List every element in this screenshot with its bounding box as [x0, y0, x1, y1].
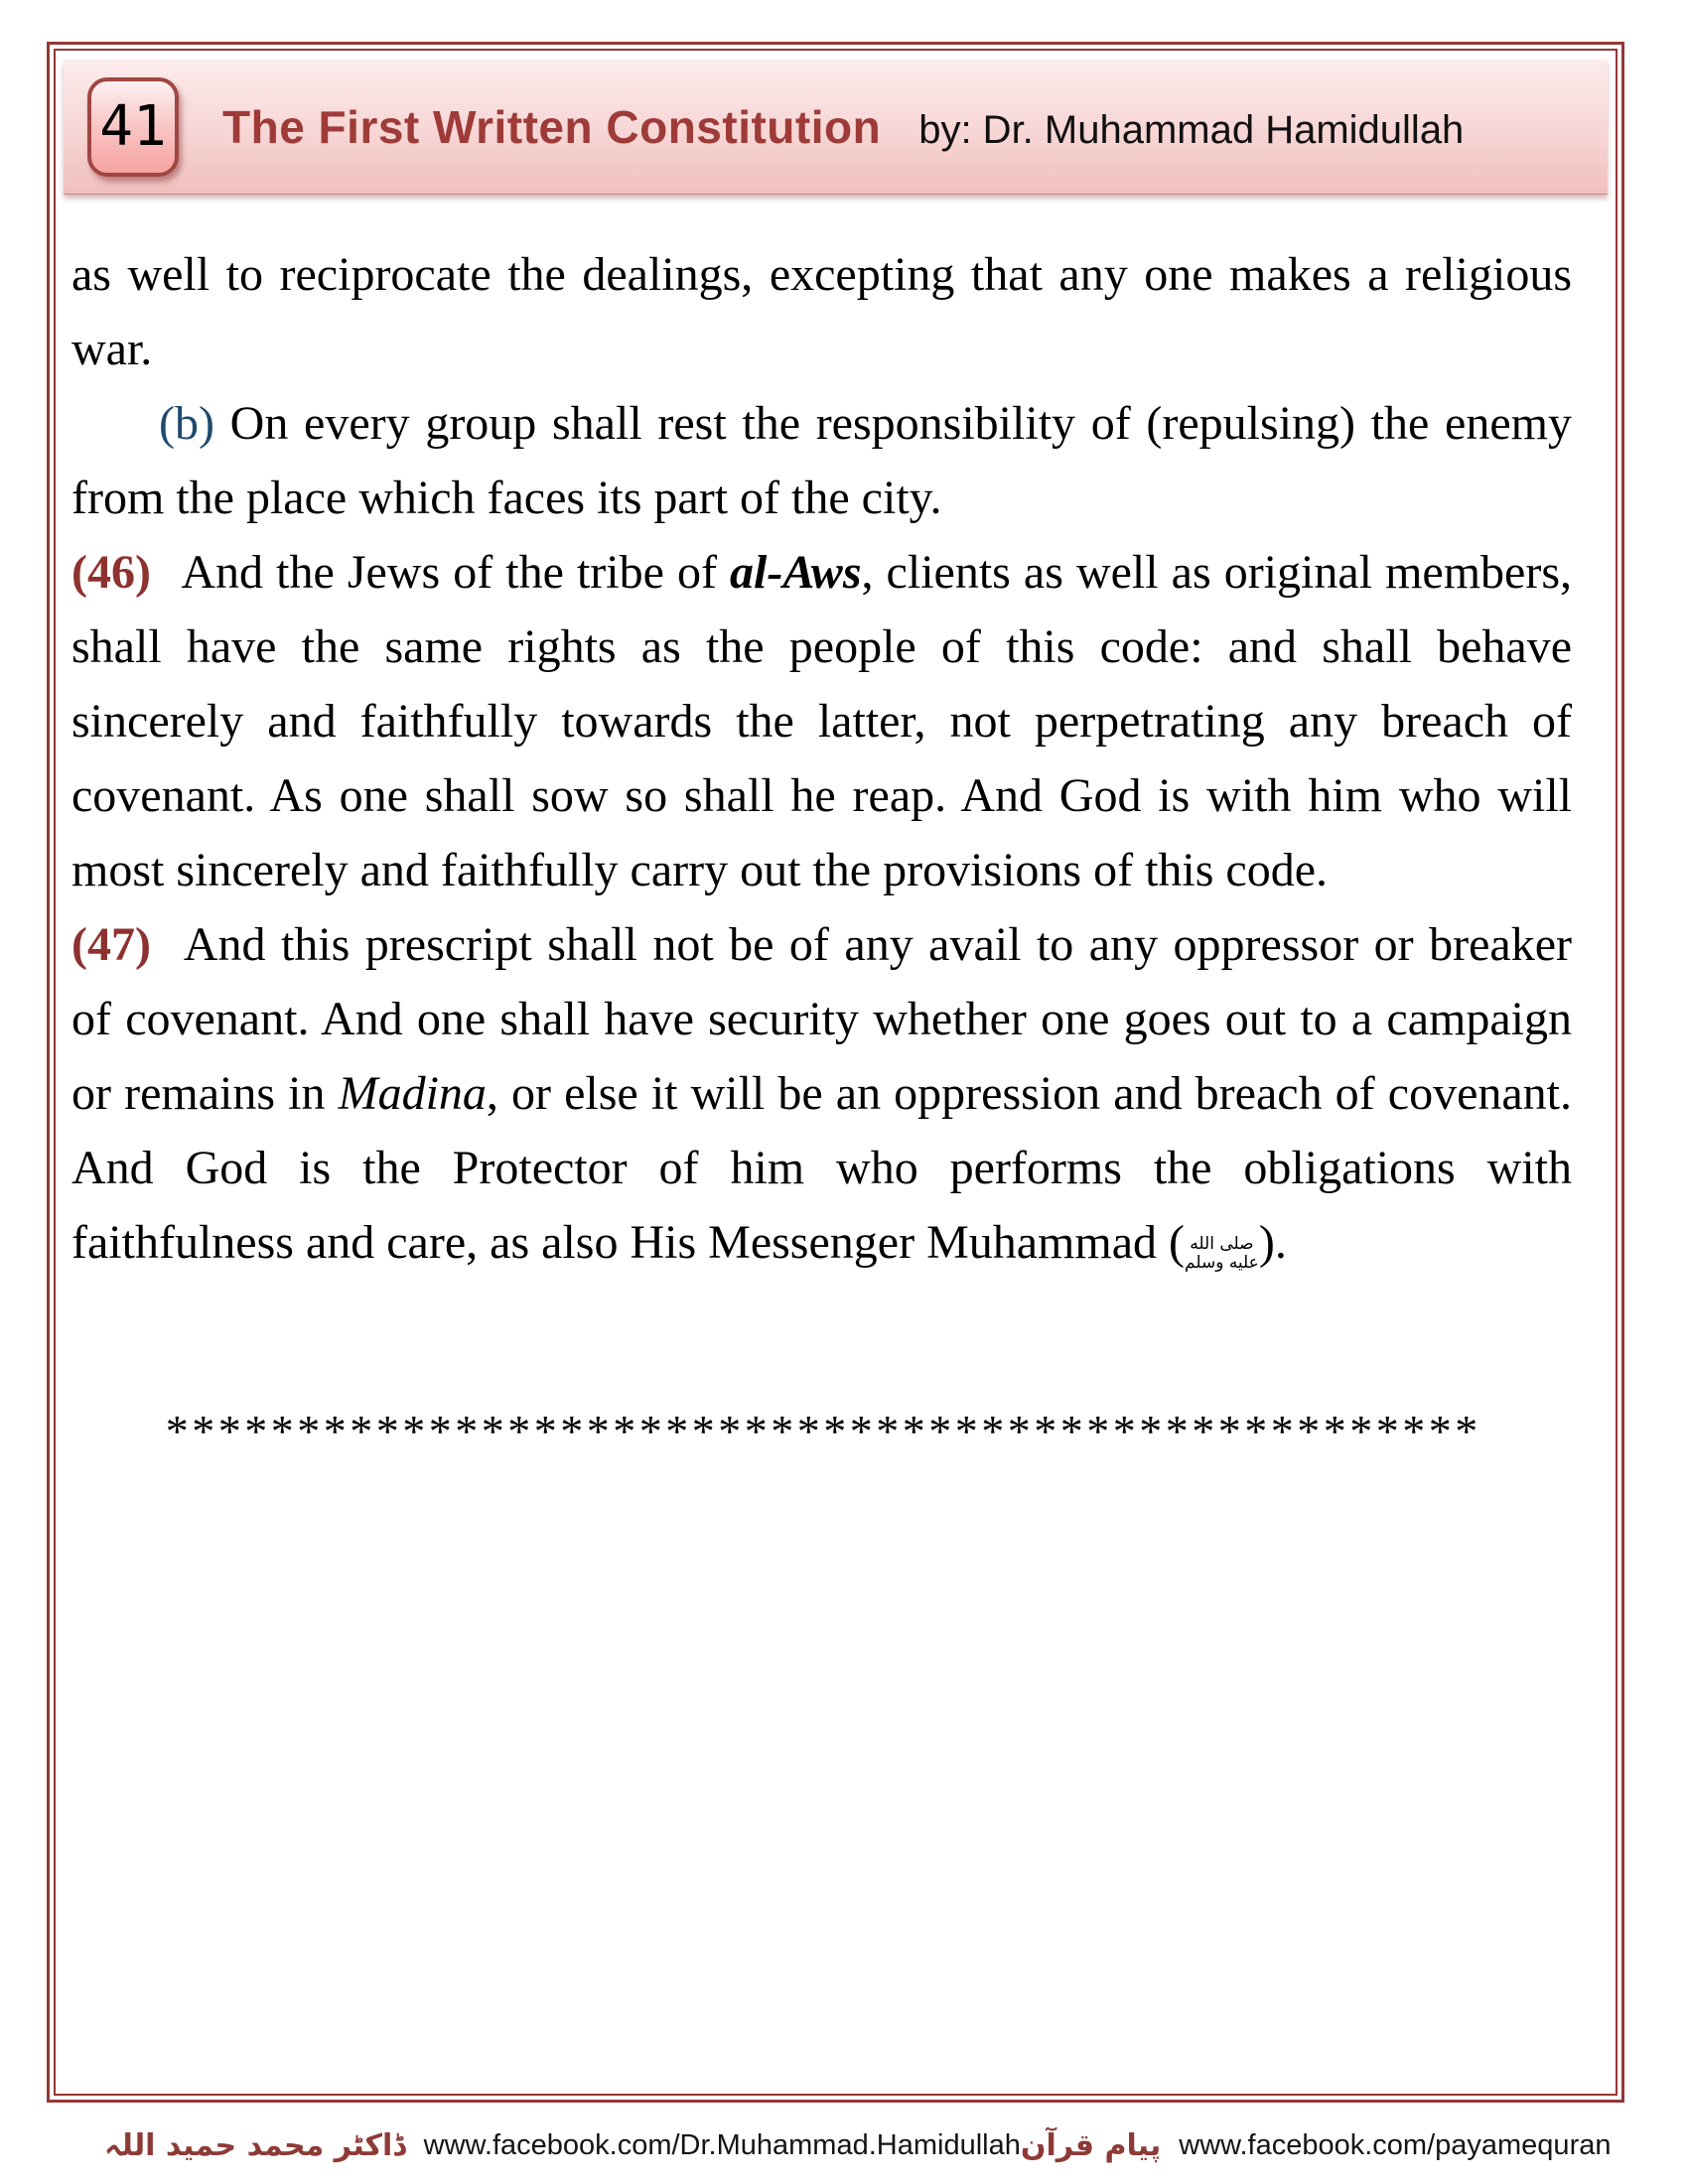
clause-46-emphasis: al-Aws — [730, 546, 862, 599]
paragraph-clause-47 — [71, 907, 1572, 1280]
page-footer — [104, 2120, 1612, 2170]
clause-b-text: On every group shall rest the responsibility of (repulsing) the enemy from the place which faces its part of the city. — [71, 397, 1572, 524]
paragraph-clause-46 — [71, 535, 1572, 907]
footer-left-group — [104, 2128, 1021, 2163]
arabic-salutation — [1185, 1235, 1259, 1273]
header-bar — [64, 60, 1608, 195]
page-border-outer — [47, 42, 1624, 2103]
footer-right-calligraphy: پیام قرآن — [1020, 2127, 1162, 2163]
clause-46-text-before: And the Jews of the tribe of — [181, 546, 717, 599]
arabic-salutation-line2: عليه وسلم — [1185, 1253, 1259, 1273]
clause-46-text-after: , clients as well as original members, shall have the same rights as the people of this code: and shall behave sincerely and faithfully towards the latter, not perpetrating any breach of covenant. As one shall sow so shall he reap. And God is with him who will most sincerely and faithfully carry out the provisions of this code. — [71, 546, 1573, 896]
page-number: 41 — [99, 94, 167, 159]
page-border-inner — [54, 49, 1618, 2096]
clause-47-text-end: ). — [1258, 1216, 1287, 1269]
page-title: The First Written Constitution — [222, 100, 882, 153]
clause-47-text-before: And this prescript shall not be of any avail to any oppressor or breaker of covenant. And one shall have security whether one goes out to a campaign or remains in — [71, 918, 1573, 1120]
author-byline: by: Dr. Muhammad Hamidullah — [918, 107, 1465, 152]
arabic-salutation-line1: صلى الله — [1190, 1234, 1254, 1254]
clause-46-marker: (46) — [71, 546, 151, 599]
header-title-group — [222, 100, 1464, 154]
footer-right-url: www.facebook.com/payamequran — [1179, 2128, 1612, 2161]
footer-right-group — [1021, 2128, 1612, 2163]
clause-b-marker: (b) — [159, 397, 214, 450]
clause-47-text-after: , or else it will be an oppression and breach of covenant. And God is the Protector of him who performs the obligations with faithfulness and care, as also His Messenger Muhammad ( — [71, 1067, 1573, 1269]
paragraph-clause-b — [71, 386, 1572, 535]
footer-left-calligraphy: ڈاکٹر محمد حمید اللہ — [104, 2127, 406, 2163]
clause-47-emphasis: Madina — [338, 1067, 487, 1120]
paragraph-continuation — [71, 237, 1572, 386]
document-body — [71, 237, 1572, 1468]
asterisk-separator: * * * * * * * * * * * * * * * * * * * * * * * * * * * * * * * * * * * * * * * * * * * * * * * * * * — [165, 1406, 1478, 1456]
page-number-badge — [87, 77, 179, 177]
footer-left-url: www.facebook.com/Dr.Muhammad.Hamidullah — [423, 2128, 1021, 2161]
paragraph-continuation-text: as well to reciprocate the dealings, excepting that any one makes a religious war. — [71, 248, 1572, 375]
clause-47-marker: (47) — [71, 918, 151, 971]
